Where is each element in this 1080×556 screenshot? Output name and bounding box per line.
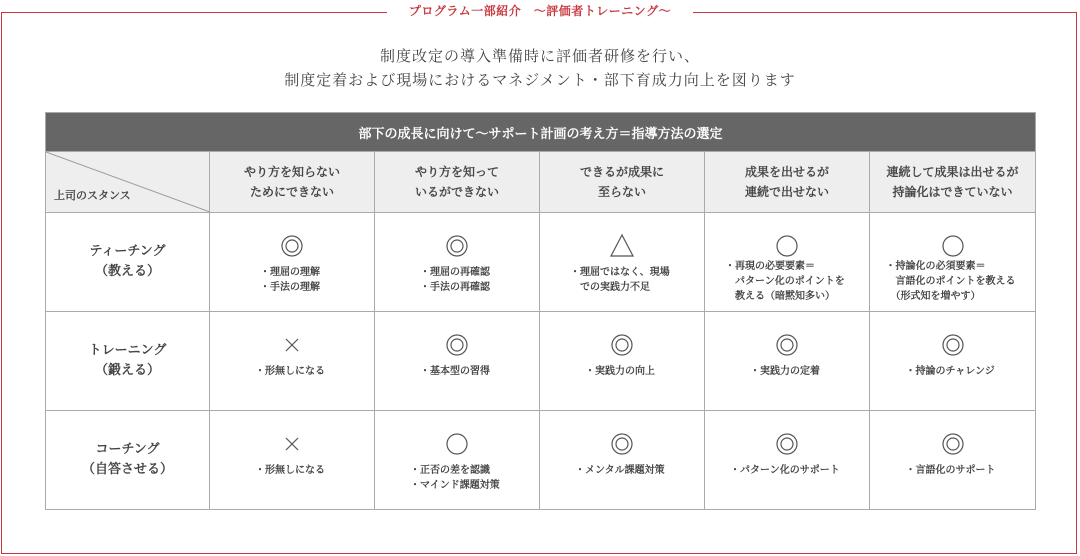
row-label-sub: （自答させる） — [81, 462, 173, 477]
table-row — [46, 411, 1036, 510]
double-circle-icon — [870, 431, 1035, 461]
table-title: 部下の成長に向けて～サポート計画の考え方＝指導方法の選定 — [46, 113, 1036, 152]
column-header-4: 成果を出せるが 連続で出せない — [705, 152, 870, 213]
lead-line-2: 制度定着および現場におけるマネジメント・部下育成力向上を図ります — [284, 71, 796, 89]
double-circle-icon — [540, 431, 704, 461]
matrix-cell — [870, 312, 1036, 411]
cell-note: ・実践力の向上 — [585, 366, 655, 377]
matrix-cell — [870, 411, 1036, 510]
matrix-cell — [375, 312, 540, 411]
column-header-3: できるが成果に 至らない — [540, 152, 705, 213]
cell-note: ・実践力の定着 — [750, 366, 820, 377]
guidance-matrix — [45, 112, 1036, 510]
lead-text — [0, 44, 1080, 92]
column-header-1: やり方を知らない ためにできない — [210, 152, 375, 213]
row-label-main: ティーチング — [89, 244, 166, 259]
cell-note: ・理屈の再確認 ・手法の再確認 — [420, 267, 490, 293]
cell-note: ・形無しになる — [255, 366, 325, 377]
cell-note: ・パターン化のサポート — [730, 465, 840, 476]
cell-note: ・言語化のサポート — [905, 465, 996, 476]
triangle-icon — [540, 233, 704, 263]
circle-icon — [375, 431, 539, 461]
double-circle-icon — [870, 332, 1035, 362]
double-circle-icon — [705, 431, 869, 461]
cell-note: ・基本型の習得 — [420, 366, 490, 377]
matrix-cell — [540, 411, 705, 510]
row-label-teaching — [46, 213, 210, 312]
column-header-5: 連続して成果は出せるが 持論化はできていない — [870, 152, 1036, 213]
cell-note: ・理屈の理解 ・手法の理解 — [260, 267, 320, 293]
matrix-cell — [705, 312, 870, 411]
matrix-cell — [210, 213, 375, 312]
matrix-cell — [705, 213, 870, 312]
cell-note: ・理屈ではなく、現場 での実践力不足 — [570, 267, 670, 293]
double-circle-icon — [705, 332, 869, 362]
double-circle-icon — [375, 332, 539, 362]
matrix-cell — [870, 213, 1036, 312]
frame-title — [0, 2, 1080, 19]
double-circle-icon — [210, 233, 374, 263]
cross-icon — [210, 332, 374, 362]
table-row — [46, 213, 1036, 312]
row-label-coaching — [46, 411, 210, 510]
matrix-cell — [705, 411, 870, 510]
matrix-cell — [375, 213, 540, 312]
table-row — [46, 312, 1036, 411]
frame-title-text: プログラム一部紹介 ～評価者トレーニング～ — [387, 4, 693, 18]
matrix-cell — [210, 411, 375, 510]
double-circle-icon — [540, 332, 704, 362]
matrix-cell — [375, 411, 540, 510]
column-header-2: やり方を知って いるができない — [375, 152, 540, 213]
cell-note: ・持論化の必須要素＝ 言語化のポイントを教える （形式知を増やす） — [885, 261, 1016, 302]
row-label-sub: （教える） — [94, 264, 160, 279]
cell-note: ・形無しになる — [255, 465, 325, 476]
matrix-cell — [540, 312, 705, 411]
corner-header — [46, 152, 210, 213]
cell-note: ・メンタル課題対策 — [575, 465, 665, 476]
matrix-cell — [540, 213, 705, 312]
cell-note: ・持論のチャレンジ — [905, 366, 995, 377]
cross-icon — [210, 431, 374, 461]
corner-label: 上司のスタンス — [54, 189, 131, 202]
row-label-main: トレーニング — [88, 343, 167, 358]
row-label-training — [46, 312, 210, 411]
row-label-main: コーチング — [95, 442, 160, 457]
lead-line-1: 制度改定の導入準備時に評価者研修を行い、 — [379, 47, 700, 65]
row-label-sub: （鍛える） — [94, 363, 160, 378]
double-circle-icon — [375, 233, 539, 263]
cell-note: ・正否の差を認識 ・マインド課題対策 — [410, 465, 500, 491]
cell-note: ・再現の必要要素＝ パターン化のポイントを 教える（暗黙知多い） — [725, 261, 845, 302]
matrix-cell — [210, 312, 375, 411]
